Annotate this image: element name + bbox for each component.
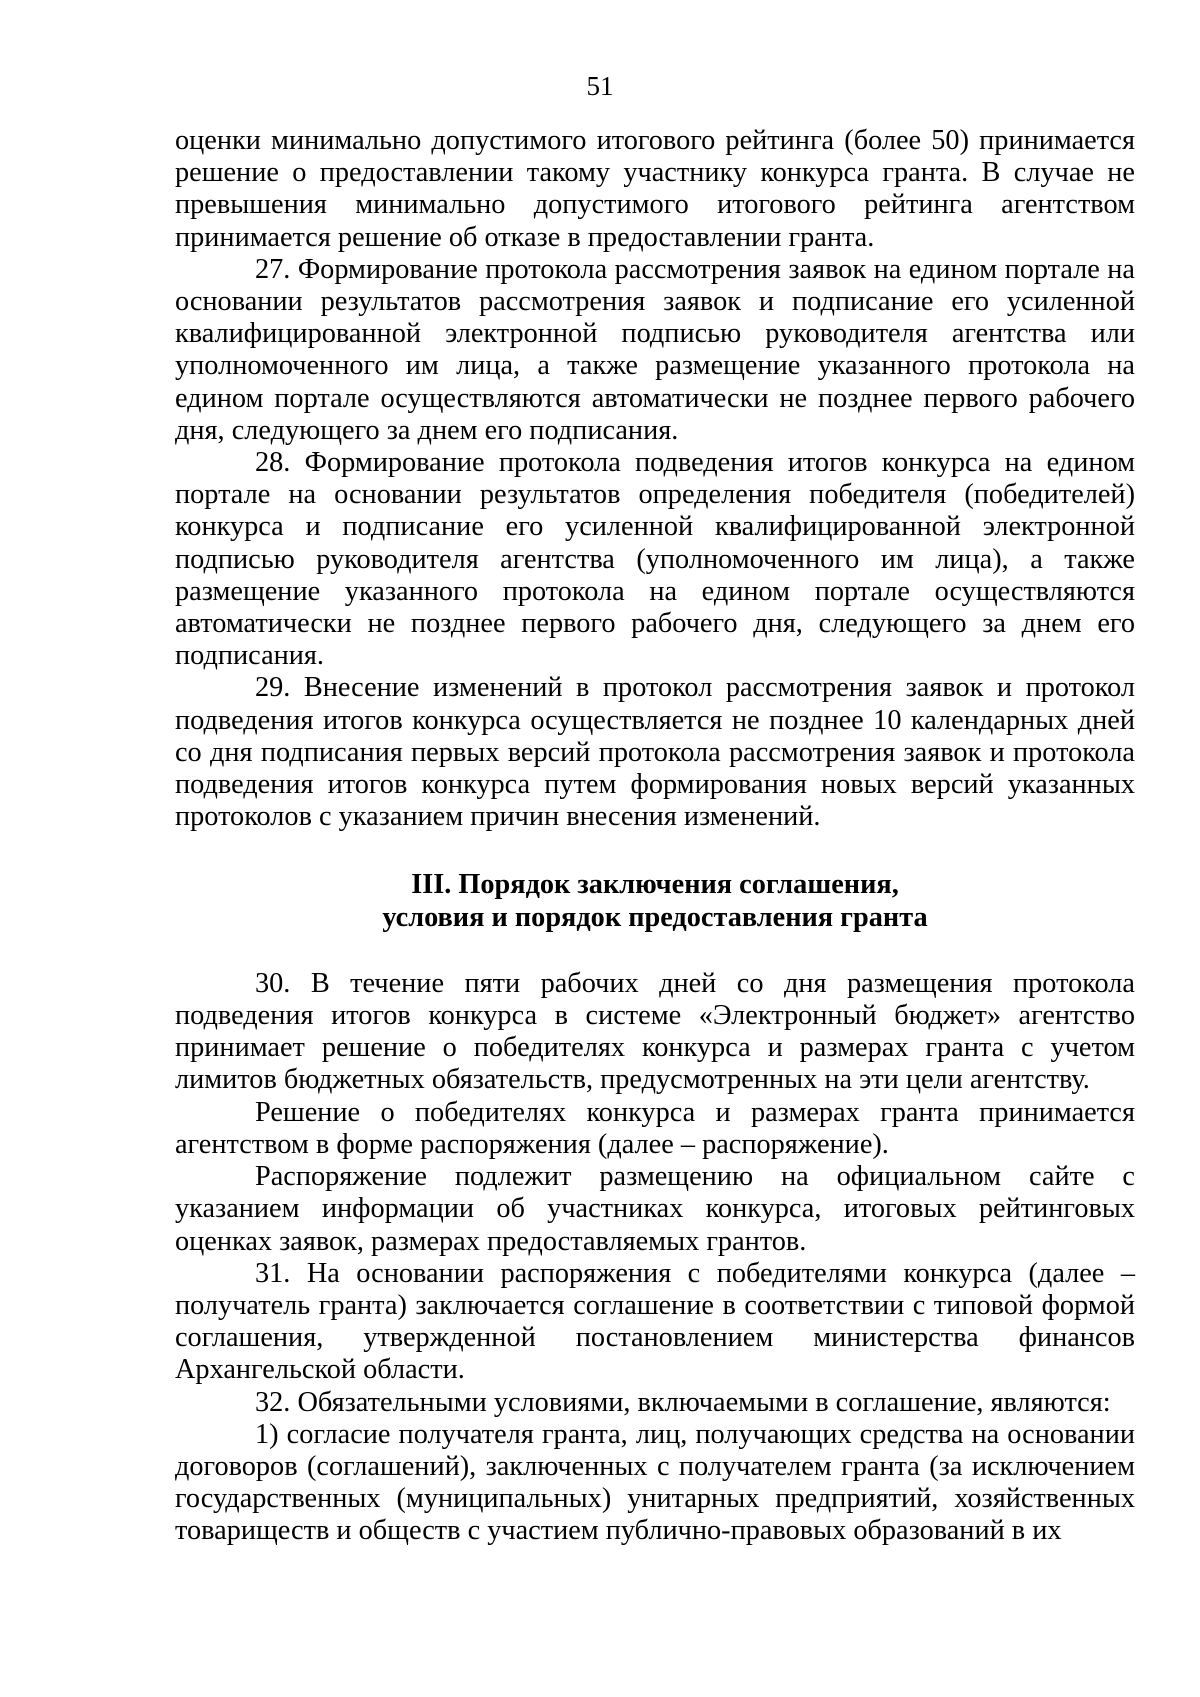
paragraph-28: 28. Формирование протокола подведения итогов конкурса на едином портале на основании результатов определения победителя (победителей) конкурса и подписание его усиленной квалифицированной электронной подписью руководителя агентства (уполномоченного им лица), а также размещение указанного протокола на едином портале осуществляются автоматически не позднее первого рабочего дня, следующего за днем его подписания. — [175, 447, 1135, 672]
paragraph-continuation: оценки минимально допустимого итогового рейтинга (более 50) принимается решение о предоставлении такому участнику конкурса гранта. В случае не превышения минимально допустимого итогового рейтинга агентством принимается решение об отказе в предоставлении гранта. — [175, 125, 1135, 253]
paragraph-32: 32. Обязательными условиями, включаемыми в соглашение, являются: — [255, 1386, 1111, 1418]
document-body — [175, 125, 1135, 1548]
paragraph-30-decision: Решение о победителях конкурса и размерах гранта принимается агентством в форме распоряжения (далее – распоряжение). — [175, 1096, 1135, 1160]
paragraph-27: 27. Формирование протокола рассмотрения заявок на едином портале на основании результатов рассмотрения заявок и подписание его усиленной квалифицированной электронной подписью руководителя агентства или уполномоченного им лица, а также размещение указанного протокола на едином портале осуществляются автоматически не позднее первого рабочего дня, следующего за днем его подписания. — [175, 253, 1135, 446]
section-heading — [175, 869, 1135, 933]
paragraph-29: 29. Внесение изменений в протокол рассмотрения заявок и протокол подведения итогов конкурса осуществляется не позднее 10 календарных дней со дня подписания первых версий протокола рассмотрения заявок и протокола подведения итогов конкурса путем формирования новых версий указанных протоколов с указанием причин внесения изменений. — [175, 672, 1135, 833]
section-heading-line-1: III. Порядок заключения соглашения, — [411, 869, 899, 901]
page-number: 51 — [586, 71, 614, 101]
paragraph-31: 31. На основании распоряжения с победителями конкурса (далее – получатель гранта) заключается соглашение в соответствии с типовой формой соглашения, утвержденной постановлением министерства финансов Архангельской области. — [175, 1257, 1135, 1386]
paragraph-30-publication: Распоряжение подлежит размещению на официальном сайте с указанием информации об участниках конкурса, итоговых рейтинговых оценках заявок, размерах предоставляемых грантов. — [175, 1161, 1135, 1257]
paragraph-30: 30. В течение пяти рабочих дней со дня размещения протокола подведения итогов конкурса в системе «Электронный бюджет» агентство принимает решение о победителях конкурса и размерах гранта с учетом лимитов бюджетных обязательств, предусмотренных на эти цели агентству. — [175, 967, 1135, 1096]
paragraph-32-item-1: 1) согласие получателя гранта, лиц, получающих средства на основании договоров (соглашений), заключенных с получателем гранта (за исключением государственных (муниципальных) унитарных предприятий, хозяйственных товариществ и обществ с участием публично-правовых образований в их — [175, 1418, 1135, 1547]
section-heading-line-2: условия и порядок предоставления гранта — [382, 901, 928, 933]
